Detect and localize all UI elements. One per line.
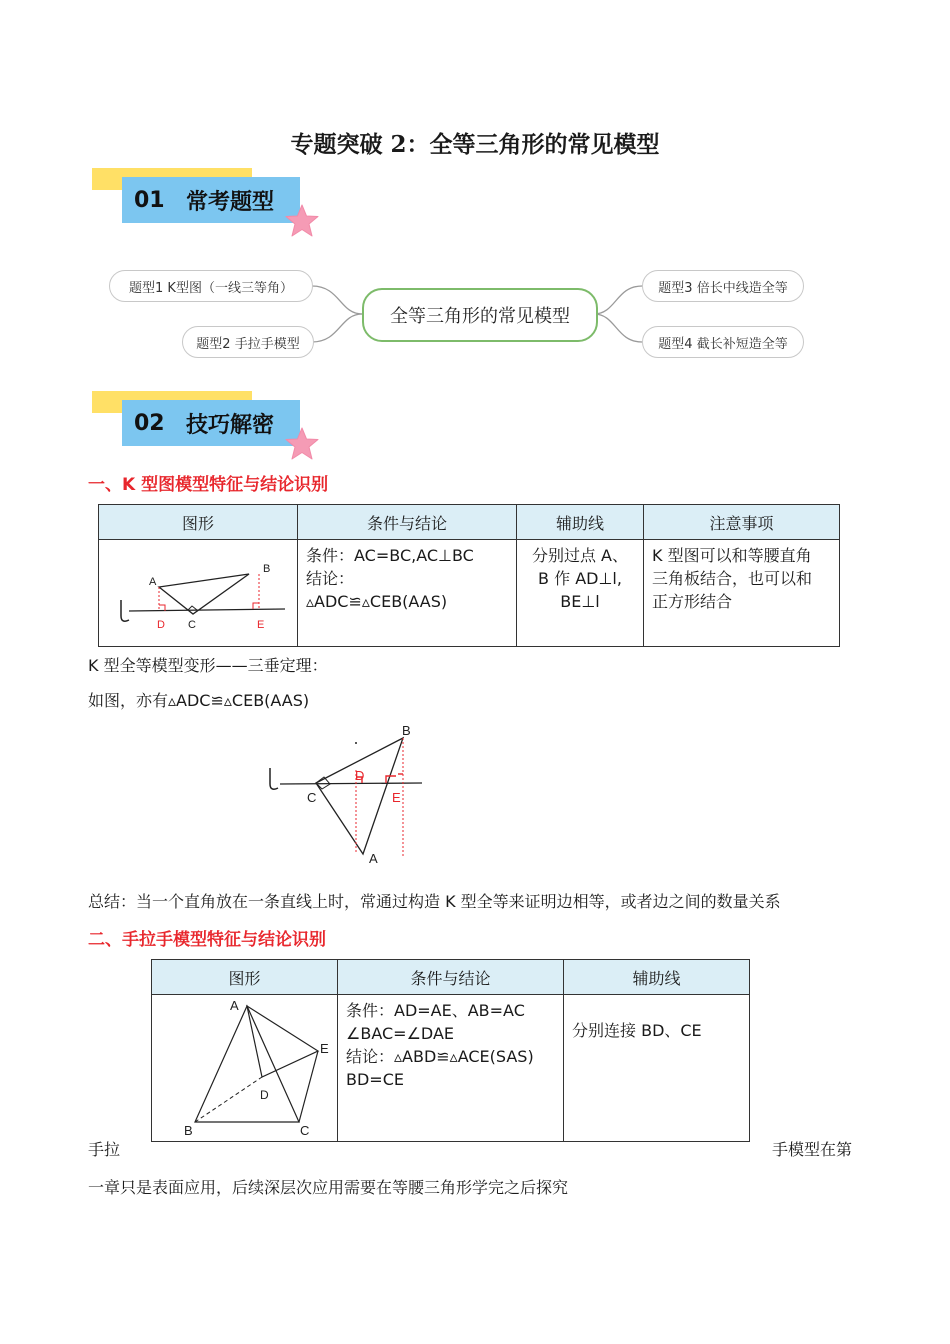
section-number: 01 <box>134 187 165 213</box>
vertex-label: A <box>149 576 157 588</box>
mindmap-center: 全等三角形的常见模型 <box>362 288 598 342</box>
three-perpendicular-figure <box>260 718 440 868</box>
vertex-label: D <box>157 619 165 631</box>
k-variant-line1: K 型全等模型变形——三垂定理： <box>88 656 328 675</box>
k-variant-line2: 如图，亦有▵ADC≌▵CEB(AAS) <box>88 691 310 710</box>
vertex-label: D <box>260 1088 269 1102</box>
condition-line: ∠BAC=∠DAE <box>346 1024 454 1043</box>
vertex-label: C <box>307 790 317 805</box>
table-header: 辅助线 <box>564 960 750 995</box>
page-title: 专题突破 2：全等三角形的常见模型 <box>290 131 660 158</box>
tail-line2: 一章只是表面应用，后续深层次应用需要在等腰三角形学完之后探究 <box>88 1178 569 1197</box>
tail-left: 手拉 <box>88 1140 121 1159</box>
note-line: 三角板结合，也可以和 <box>652 569 813 588</box>
vertex-label: C <box>300 1123 310 1137</box>
aux-line-cell <box>517 540 644 647</box>
vertex-label: D <box>355 768 365 783</box>
table-header: 图形 <box>99 505 298 540</box>
hand-in-hand-table <box>151 959 750 1142</box>
condition-line: 条件：AC=BC,AC⊥BC <box>306 546 474 565</box>
table-header: 条件与结论 <box>298 505 517 540</box>
aux-line: BE⊥l <box>560 592 600 611</box>
vertex-label: A <box>230 998 239 1013</box>
star-icon <box>284 426 320 462</box>
notes-cell <box>644 540 840 647</box>
condition-line: 条件：AD=AE、AB=AC <box>346 1001 525 1020</box>
aux-line: 分别过点 A、 <box>531 546 629 565</box>
conditions-cell <box>298 540 517 647</box>
vertex-label: C <box>188 619 196 631</box>
section-number: 02 <box>134 410 165 436</box>
summary-text: 总结：当一个直角放在一条直线上时，常通过构造 K 型全等来证明边相等，或者边之间的数量关系 <box>88 892 781 911</box>
aux-line-cell <box>564 995 750 1142</box>
vertex-label: E <box>320 1041 329 1056</box>
conditions-cell <box>338 995 564 1142</box>
table-header: 辅助线 <box>517 505 644 540</box>
table-header: 图形 <box>152 960 338 995</box>
vertex-label: A <box>369 851 378 866</box>
vertex-label: B <box>263 563 271 575</box>
section-badge-02 <box>122 400 300 446</box>
vertex-label: B <box>184 1123 193 1137</box>
k-shape-table <box>98 504 840 647</box>
section-badge-01 <box>122 177 300 223</box>
aux-line: B 作 AD⊥l, <box>538 569 622 588</box>
table-header: 条件与结论 <box>338 960 564 995</box>
figure-cell <box>152 995 338 1142</box>
k-shape-figure <box>99 540 297 642</box>
star-icon <box>284 203 320 239</box>
vertex-label: E <box>392 790 401 805</box>
tail-right: 手模型在第 <box>771 1140 852 1159</box>
vertex-label: E <box>257 619 265 631</box>
condition-line: 结论：▵ABD≌▵ACE(SAS) <box>346 1047 534 1066</box>
mindmap-item-hand-in-hand: 题型2 手拉手模型 <box>182 326 314 358</box>
figure-cell <box>99 540 298 647</box>
table-header: 注意事项 <box>644 505 840 540</box>
hand-in-hand-figure <box>152 995 337 1137</box>
note-line: 正方形结合 <box>652 592 733 611</box>
aux-line: 分别连接 BD、CE <box>572 1021 702 1040</box>
section-label: 常考题型 <box>186 189 275 215</box>
condition-line: 结论： <box>306 569 355 588</box>
section-label: 技巧解密 <box>186 412 275 438</box>
mindmap-item-cut-long-fill-short: 题型4 截长补短造全等 <box>642 326 804 358</box>
mindmap-item-double-median: 题型3 倍长中线造全等 <box>642 270 804 302</box>
mindmap-item-k-shape: 题型1 K型图（一线三等角） <box>109 270 313 302</box>
part2-heading: 二、手拉手模型特征与结论识别 <box>88 930 326 950</box>
vertex-label: B <box>402 723 411 738</box>
part1-heading: 一、K 型图模型特征与结论识别 <box>88 475 329 495</box>
condition-line: ▵ADC≌▵CEB(AAS) <box>306 592 448 611</box>
condition-line: BD=CE <box>346 1070 404 1089</box>
note-line: K 型图可以和等腰直角 <box>652 546 812 565</box>
